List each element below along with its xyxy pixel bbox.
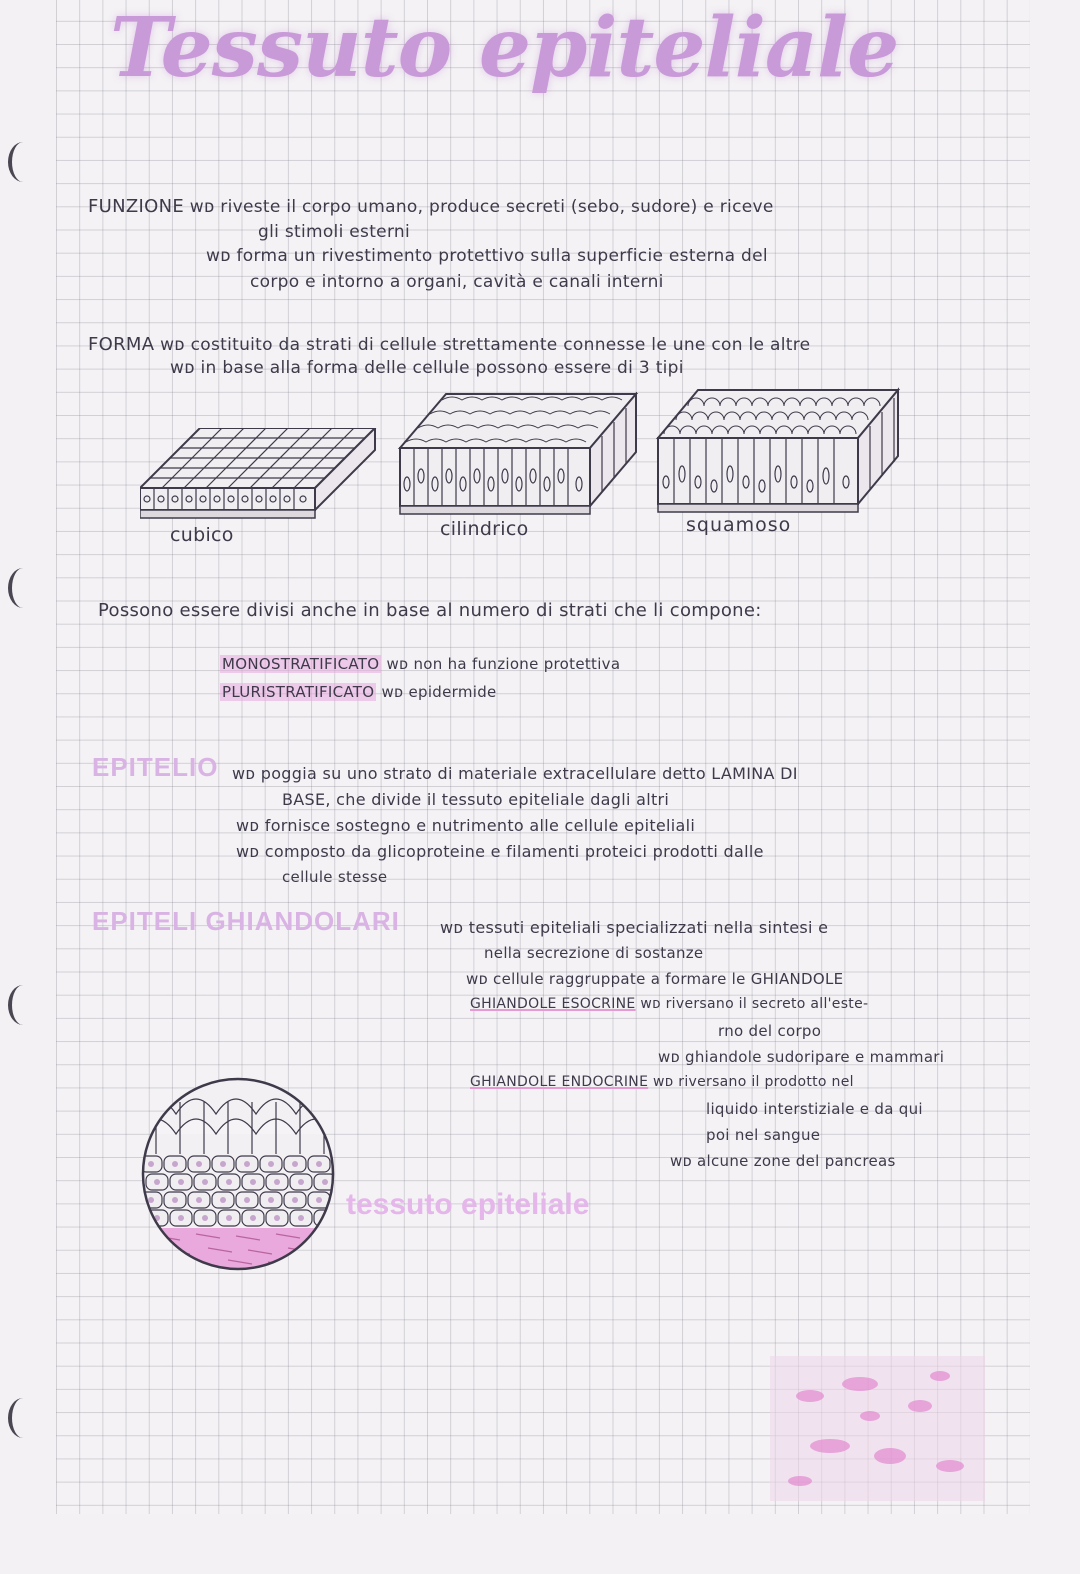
forma-text-2: in base alla forma delle cellule possono essere di 3 tipi bbox=[200, 358, 684, 378]
forma-text-1: costituito da strati di cellule strettamente connesse le une con le altre bbox=[190, 335, 811, 355]
ghiandolari-line-3 bbox=[466, 970, 843, 988]
arrow-icon: ᴡᴅ bbox=[652, 1074, 674, 1090]
arrow-icon: ᴡᴅ bbox=[206, 246, 231, 266]
endocrine-line bbox=[470, 1074, 854, 1090]
arrow-icon: ᴡᴅ bbox=[381, 683, 404, 701]
cilindrico-epithelium-drawing bbox=[396, 392, 640, 518]
page-title: Tessuto epiteliale bbox=[110, 0, 899, 96]
forma-line-2 bbox=[170, 358, 684, 378]
cubico-epithelium-drawing bbox=[140, 428, 380, 524]
arrow-icon: ᴡᴅ bbox=[466, 970, 488, 988]
arrow-icon: ᴡᴅ bbox=[189, 197, 215, 217]
label-cubico: cubico bbox=[170, 524, 234, 546]
pluri-line bbox=[220, 683, 497, 701]
epitelio-text-3: fornisce sostegno e nutrimento alle cellule epiteliali bbox=[264, 816, 696, 835]
funzione-line-3 bbox=[206, 246, 768, 266]
epitelio-line-3 bbox=[236, 816, 695, 835]
mono-text: non ha funzione protettiva bbox=[413, 655, 621, 673]
esocrine-text: riversano il secreto all'este- bbox=[665, 996, 869, 1012]
mono-line bbox=[220, 655, 620, 673]
ghiandolari-text-3: cellule raggruppate a formare le GHIANDOLE bbox=[493, 970, 844, 988]
binder-hole-icon bbox=[8, 568, 38, 608]
stratified-epithelium-circle-drawing bbox=[136, 1074, 346, 1274]
arrow-icon: ᴡᴅ bbox=[160, 335, 185, 355]
binder-hole-icon bbox=[8, 1398, 38, 1438]
funzione-text-4: corpo e intorno a organi, cavità e canali interni bbox=[250, 272, 664, 292]
binder-hole-icon bbox=[8, 985, 38, 1025]
esocrine-label: GHIANDOLE ESOCRINE bbox=[470, 996, 636, 1012]
label-cilindrico: cilindrico bbox=[440, 518, 529, 540]
funzione-label: FUNZIONE bbox=[88, 196, 185, 217]
arrow-icon: ᴡᴅ bbox=[440, 918, 464, 937]
binder-hole-icon bbox=[8, 142, 38, 182]
esocrine-example-text: ghiandole sudoripare e mammari bbox=[685, 1048, 945, 1066]
arrow-icon: ᴡᴅ bbox=[386, 655, 409, 673]
circle-caption: tessuto epiteliale bbox=[346, 1188, 590, 1221]
endocrine-label: GHIANDOLE ENDOCRINE bbox=[470, 1074, 649, 1090]
bottom-margin bbox=[0, 1514, 1080, 1574]
ghiandolari-text-2: nella secrezione di sostanze bbox=[484, 944, 704, 962]
forma-line-1 bbox=[88, 334, 810, 355]
epitelio-text-1: poggia su uno strato di materiale extracellulare detto LAMINA DI bbox=[260, 764, 798, 783]
arrow-icon: ᴡᴅ bbox=[658, 1048, 680, 1066]
esocrine-text-2: rno del corpo bbox=[718, 1022, 822, 1040]
funzione-text-1: riveste il corpo umano, produce secreti (sebo, sudore) e riceve bbox=[220, 197, 774, 217]
arrow-icon: ᴡᴅ bbox=[236, 816, 260, 835]
endocrine-text-2: liquido interstiziale e da qui bbox=[706, 1100, 923, 1118]
arrow-icon: ᴡᴅ bbox=[670, 1152, 692, 1170]
epitelio-text-5: cellule stesse bbox=[282, 868, 388, 886]
epitelio-line-4 bbox=[236, 842, 764, 861]
pluri-label: PLURISTRATIFICATO bbox=[222, 683, 375, 701]
funzione-line-1 bbox=[88, 196, 774, 217]
endocrine-example bbox=[670, 1152, 896, 1170]
esocrine-example bbox=[658, 1048, 944, 1066]
forma-label: FORMA bbox=[88, 334, 155, 355]
pluri-text: epidermide bbox=[408, 683, 497, 701]
ghiandolari-text-1: tessuti epiteliali specializzati nella sintesi e bbox=[468, 918, 829, 937]
epitelio-heading: EPITELIO bbox=[92, 752, 219, 782]
arrow-icon: ᴡᴅ bbox=[640, 996, 661, 1012]
arrow-icon: ᴡᴅ bbox=[170, 358, 195, 378]
epitelio-line-1 bbox=[232, 764, 798, 783]
arrow-icon: ᴡᴅ bbox=[236, 842, 260, 861]
funzione-text-2: gli stimoli esterni bbox=[258, 222, 411, 242]
ink-stain bbox=[770, 1356, 990, 1506]
arrow-icon: ᴡᴅ bbox=[232, 764, 256, 783]
endocrine-text-3: poi nel sangue bbox=[706, 1126, 821, 1144]
mono-label: MONOSTRATIFICATO bbox=[222, 655, 380, 673]
label-squamoso: squamoso bbox=[686, 514, 792, 536]
strati-intro: Possono essere divisi anche in base al numero di strati che li compone: bbox=[98, 600, 762, 621]
ghiandolari-heading: EPITELI GHIANDOLARI bbox=[92, 906, 400, 936]
funzione-text-3: forma un rivestimento protettivo sulla superficie esterna del bbox=[236, 246, 768, 266]
left-margin bbox=[0, 0, 56, 1574]
epitelio-text-2: BASE, che divide il tessuto epiteliale dagli altri bbox=[282, 790, 670, 809]
endocrine-example-text: alcune zone del pancreas bbox=[697, 1152, 896, 1170]
right-margin bbox=[1030, 0, 1080, 1574]
epitelio-text-4: composto da glicoproteine e filamenti proteici prodotti dalle bbox=[264, 842, 764, 861]
ghiandolari-line-1 bbox=[440, 918, 828, 937]
esocrine-line bbox=[470, 996, 868, 1012]
endocrine-text: riversano il prodotto nel bbox=[678, 1074, 854, 1090]
squamoso-epithelium-drawing bbox=[654, 386, 904, 518]
